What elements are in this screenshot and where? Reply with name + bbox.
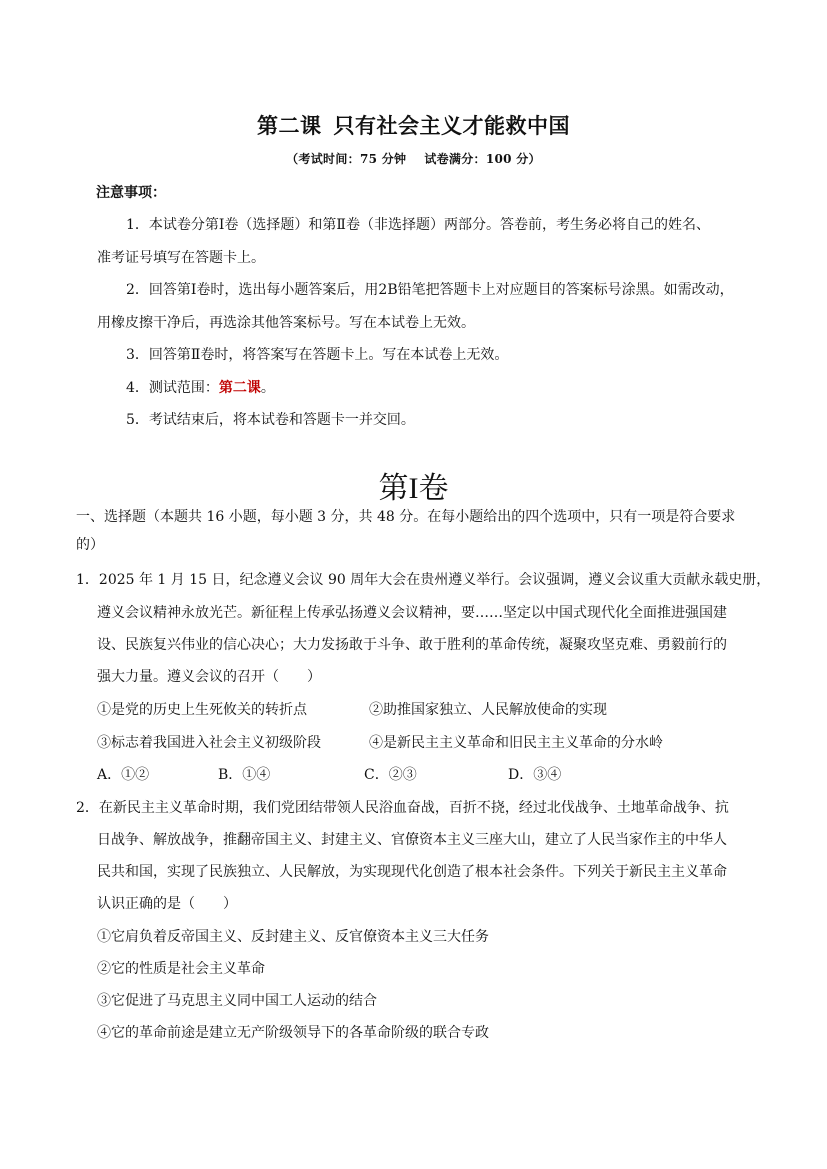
q2-statement-3: ③它促进了马克思主义同中国工人运动的结合 xyxy=(97,993,377,1009)
q2-statement-1: ①它肩负着反帝国主义、反封建主义、反官僚资本主义三大任务 xyxy=(97,929,489,945)
notice-item-4 xyxy=(126,378,275,398)
q1-statement-3: ③标志着我国进入社会主义初级阶段 xyxy=(97,735,321,751)
q2-stem-line-2: 日战争、解放战争，推翻帝国主义、封建主义、官僚资本主义三座大山，建立了人民当家作主的中华人 xyxy=(97,832,727,848)
q1-stem-line-3: 设、民族复兴伟业的信心决心；大力发扬敢于斗争、敢于胜利的革命传统，凝聚攻坚克难、勇毅前行的 xyxy=(97,637,727,653)
q2-statement-4: ④它的革命前途是建立无产阶级领导下的各革命阶级的联合专政 xyxy=(97,1025,489,1041)
notice-item-5: 5．考试结束后，将本试卷和答题卡一并交回。 xyxy=(126,412,415,428)
q2-stem-line-4: 认识正确的是（ ） xyxy=(97,896,237,912)
q1-statement-4: ④是新民主主义革命和旧民主主义革命的分水岭 xyxy=(369,735,663,751)
notice-item-4-prefix: 4．测试范围： xyxy=(126,380,219,396)
q1-option-d[interactable]: D．③④ xyxy=(508,767,562,783)
q1-option-b[interactable]: B．①④ xyxy=(218,767,271,783)
q2-stem-line-3: 民共和国，实现了民族独立、人民解放，为实现现代化创造了根本社会条件。下列关于新民主主义革命 xyxy=(97,864,727,880)
title-lesson: 第二课 xyxy=(257,113,322,138)
exam-info xyxy=(0,150,827,167)
notice-item-3: 3．回答第Ⅱ卷时，将答案写在答题卡上。写在本试卷上无效。 xyxy=(126,347,509,363)
q1-statement-2: ②助推国家独立、人民解放使命的实现 xyxy=(369,702,607,718)
exam-time: （考试时间：75 分钟 xyxy=(286,152,407,166)
q1-stem-line-4: 强大力量。遵义会议的召开（ ） xyxy=(97,669,321,685)
notice-item-1-line-2: 准考证号填写在答题卡上。 xyxy=(97,250,265,266)
q1-option-a[interactable]: A．①② xyxy=(97,767,150,783)
test-scope: 第二课 xyxy=(218,380,261,396)
q1-statement-1: ①是党的历史上生死攸关的转折点 xyxy=(97,702,307,718)
exam-score: 试卷满分：100 分） xyxy=(424,152,541,166)
notice-heading: 注意事项： xyxy=(96,185,166,201)
q1-option-c[interactable]: C．②③ xyxy=(364,767,417,783)
notice-item-2-line-2: 用橡皮擦干净后，再选涂其他答案标号。写在本试卷上无效。 xyxy=(97,315,475,331)
section-instruction-line-2: 的） xyxy=(76,537,104,553)
q2-stem-line-1: 2．在新民主主义革命时期，我们党团结带领人民浴血奋战，百折不挠，经过北伐战争、土地革命战争、抗 xyxy=(76,800,729,816)
notice-item-2-line-1: 2．回答第Ⅰ卷时，选出每小题答案后，用2B铅笔把答题卡上对应题目的答案标号涂黑。如需改动， xyxy=(126,282,734,298)
section-title: 第I卷 xyxy=(378,472,449,505)
q2-statement-2: ②它的性质是社会主义革命 xyxy=(97,961,265,977)
q1-stem-line-1: 1．2025 年 1 月 15 日，纪念遵义会议 90 周年大会在贵州遵义举行。会议强调，遵义会议重大贡献永载史册， xyxy=(76,572,771,588)
notice-item-1-line-1: 1．本试卷分第Ⅰ卷（选择题）和第Ⅱ卷（非选择题）两部分。答卷前，考生务必将自己的姓名、 xyxy=(126,217,710,233)
q1-stem-line-2: 遵义会议精神永放光芒。新征程上传承弘扬遵义会议精神，要……坚定以中国式现代化全面推进强国建 xyxy=(97,605,727,621)
section-instruction-line-1: 一、选择题（本题共 16 小题，每小题 3 分，共 48 分。在每小题给出的四个选项中，只有一项是符合要求 xyxy=(76,509,736,525)
page-title xyxy=(0,110,827,140)
title-topic: 只有社会主义才能救中国 xyxy=(333,113,570,138)
notice-item-4-suffix: 。 xyxy=(260,380,275,396)
